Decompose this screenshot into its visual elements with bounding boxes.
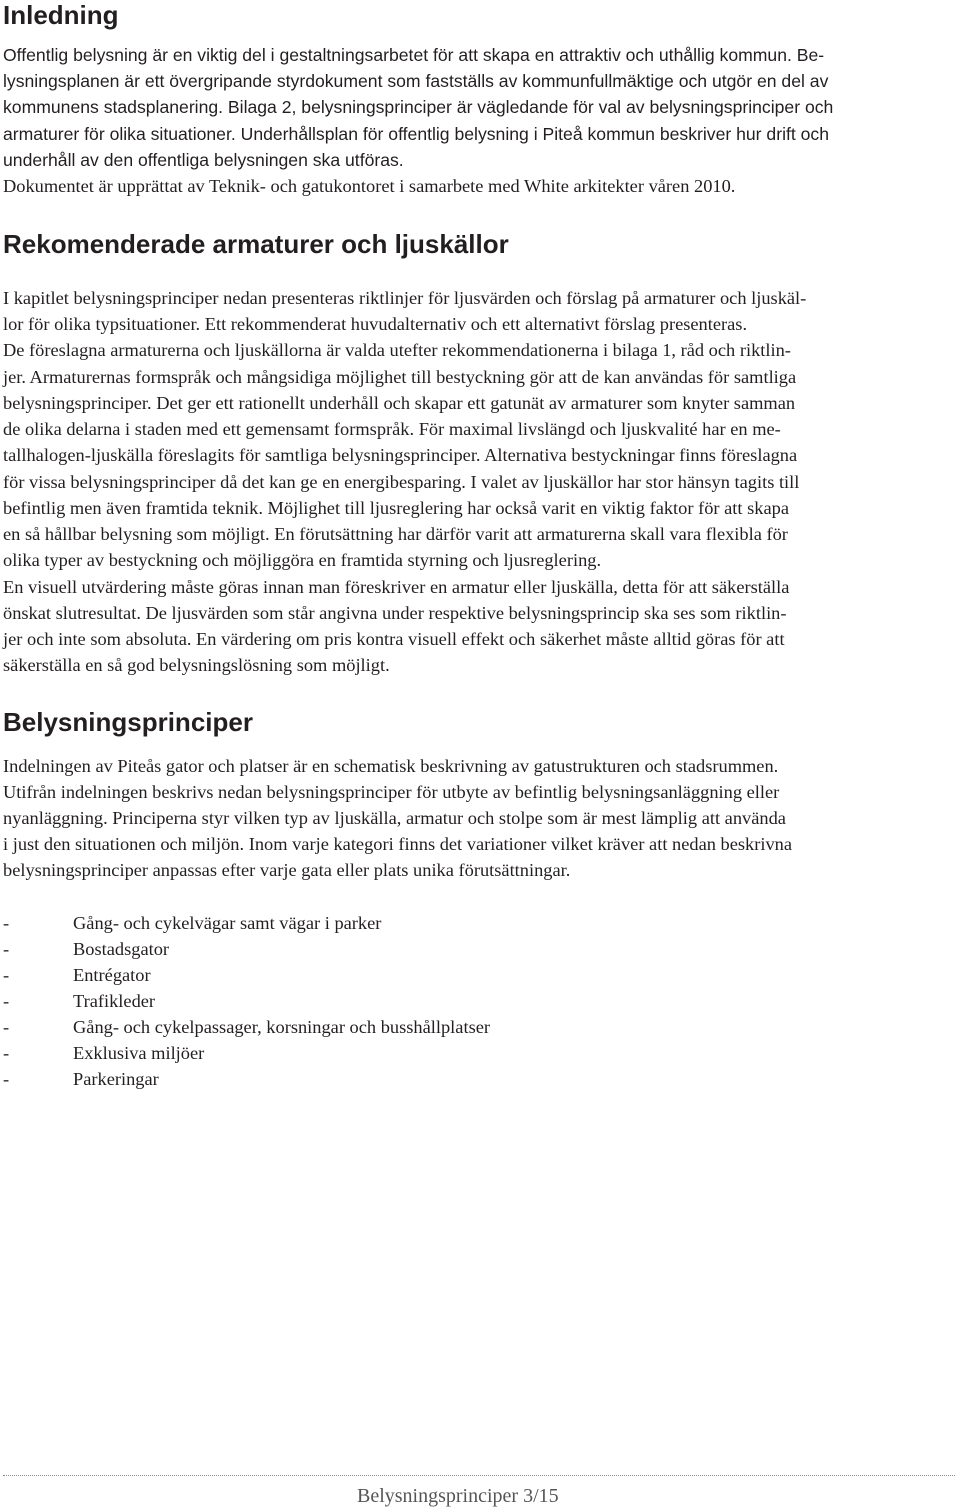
paragraph-line: underhåll av den offentliga belysningen ska utföras. bbox=[3, 150, 404, 170]
list-item-text: Gång- och cykelvägar samt vägar i parker bbox=[73, 913, 382, 933]
heading-rekomenderade: Rekomenderade armaturer och ljuskällor bbox=[3, 229, 509, 259]
page-footer: Belysningsprinciper 3/15 bbox=[357, 1485, 559, 1507]
paragraph-line: jer. Armaturernas formspråk och mångsidiga möjlighet till bestyckning gör att de kan användas för samtliga bbox=[3, 367, 797, 387]
paragraph-line: Dokumentet är upprättat av Teknik- och gatukontoret i samarbete med White arkitekter våren 2010. bbox=[3, 176, 736, 196]
list-item bbox=[3, 1040, 204, 1066]
list-item bbox=[3, 936, 169, 962]
paragraph-line: Utifrån indelningen beskrivs nedan belysningsprinciper för utbyte av befintlig belysningsanläggning eller bbox=[3, 782, 780, 802]
list-dash: - bbox=[3, 1043, 10, 1063]
paragraph-line: I kapitlet belysningsprinciper nedan presenteras riktlinjer för ljusvärden och förslag på armaturer och ljuskäl- bbox=[3, 288, 807, 308]
heading-belysningsprinciper: Belysningsprinciper bbox=[3, 707, 253, 737]
paragraph-line: armaturer för olika situationer. Underhållsplan för offentlig belysning i Piteå kommun beskriver hur drift och bbox=[3, 124, 830, 144]
list-item-text: Bostadsgator bbox=[73, 939, 170, 959]
list-dash: - bbox=[3, 939, 10, 959]
paragraph-line: befintlig men även framtida teknik. Möjlighet till ljusreglering har också varit en viktig faktor för att skapa bbox=[3, 498, 789, 518]
paragraph-line: belysningsprinciper anpassas efter varje gata eller plats unika förutsättningar. bbox=[3, 860, 571, 880]
list-item-text: Exklusiva miljöer bbox=[73, 1043, 205, 1063]
paragraph-line: lysningsplanen är ett övergripande styrdokument som fastställs av kommunfullmäktige och utgör en del av bbox=[3, 71, 829, 91]
list-dash: - bbox=[3, 1017, 10, 1037]
list-item bbox=[3, 910, 381, 936]
list-dash: - bbox=[3, 913, 10, 933]
list-dash: - bbox=[3, 991, 10, 1011]
paragraph-line: nyanläggning. Principerna styr vilken typ av ljuskälla, armatur och stolpe som är mest lämplig att använda bbox=[3, 808, 786, 828]
paragraph-line: önskat slutresultat. De ljusvärden som står angivna under respektive belysningsprincip ska ses som riktlin- bbox=[3, 603, 787, 623]
paragraph-line: lor för olika typsituationer. Ett rekommenderat huvudalternativ och ett alternativt förslag presenteras. bbox=[3, 314, 748, 334]
paragraph-line: En visuell utvärdering måste göras innan man föreskriver en armatur eller ljuskälla, detta för att säkerställa bbox=[3, 577, 790, 597]
paragraph-line: säkerställa en så god belysningslösning som möjligt. bbox=[3, 655, 390, 675]
paragraph-line: i just den situationen och miljön. Inom varje kategori finns det variationer vilket kräver att nedan beskrivna bbox=[3, 834, 793, 854]
list-item-text: Gång- och cykelpassager, korsningar och busshållplatser bbox=[73, 1017, 491, 1037]
paragraph-line: Offentlig belysning är en viktig del i gestaltningsarbetet för att skapa en attraktiv och uthållig kommun. Be- bbox=[3, 45, 825, 65]
list-item bbox=[3, 1066, 159, 1092]
paragraph-line: jer och inte som absoluta. En värdering om pris kontra visuell effekt och säkerhet måste alltid göras för att bbox=[3, 629, 785, 649]
paragraph-line: för vissa belysningsprinciper då det kan ge en energibesparing. I valet av ljuskällor har stor hänsyn tagits till bbox=[3, 472, 800, 492]
paragraph-line: kommunens stadsplanering. Bilaga 2, belysningsprinciper är vägledande för val av belysningsprinciper och bbox=[3, 97, 834, 117]
list-dash: - bbox=[3, 965, 10, 985]
footer-divider bbox=[3, 1475, 955, 1476]
list-item bbox=[3, 988, 155, 1014]
paragraph-line: olika typer av bestyckning och möjliggöra en framtida styrning och ljusreglering. bbox=[3, 550, 602, 570]
list-item bbox=[3, 962, 151, 988]
paragraph-line: tallhalogen-ljuskälla föreslagits för samtliga belysningsprinciper. Alternativa bestyckningar finns föreslagna bbox=[3, 445, 798, 465]
list-dash: - bbox=[3, 1069, 10, 1089]
paragraph-line: en så hållbar belysning som möjligt. En förutsättning har därför varit att armaturerna skall vara flexibla för bbox=[3, 524, 788, 544]
list-item-text: Parkeringar bbox=[73, 1069, 159, 1089]
paragraph-line: belysningsprinciper. Det ger ett rationellt underhåll och skapar ett gatunät av armaturer som knyter samman bbox=[3, 393, 796, 413]
heading-inledning: Inledning bbox=[3, 0, 119, 30]
paragraph-line: De föreslagna armaturerna och ljuskällorna är valda utefter rekommendationerna i bilaga 1, råd och riktlin- bbox=[3, 340, 791, 360]
list-item bbox=[3, 1014, 490, 1040]
paragraph-line: Indelningen av Piteås gator och platser är en schematisk beskrivning av gatustrukturen och stadsrummen. bbox=[3, 756, 779, 776]
paragraph-line: de olika delarna i staden med ett gemensamt formspråk. För maximal livslängd och ljuskvalité har en me- bbox=[3, 419, 781, 439]
list-item-text: Entrégator bbox=[73, 965, 151, 985]
list-item-text: Trafikleder bbox=[73, 991, 156, 1011]
